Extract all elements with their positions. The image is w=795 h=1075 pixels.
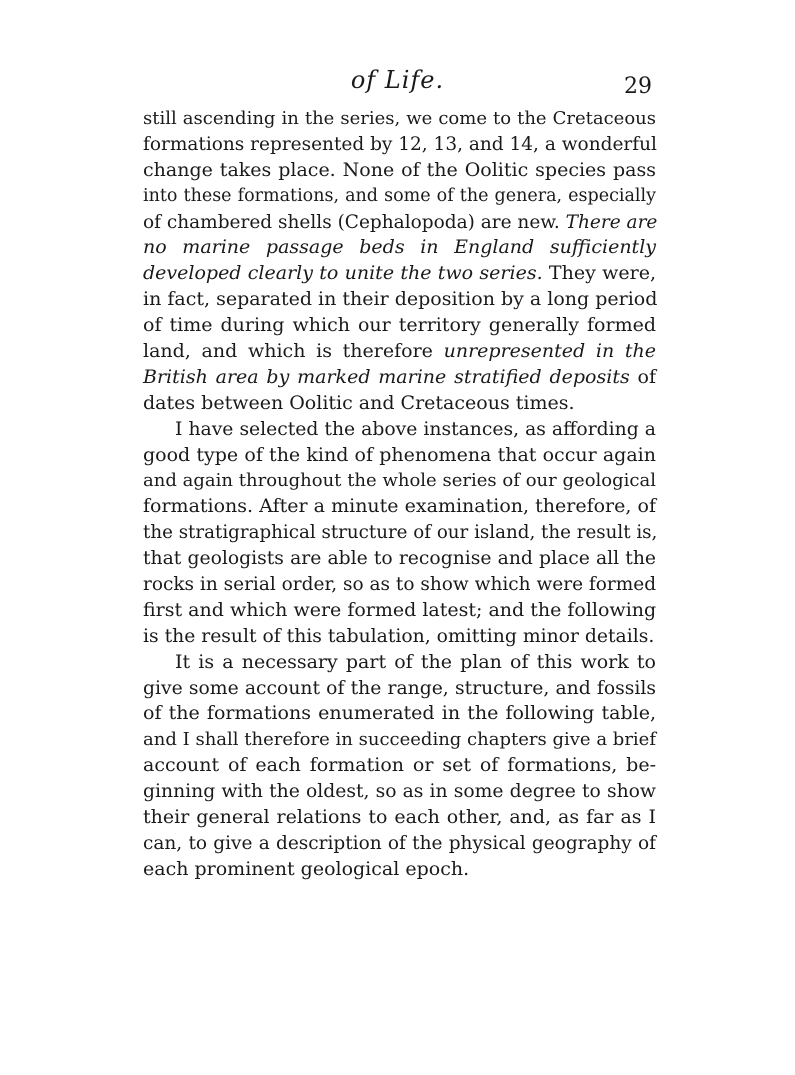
text-segment: still ascending in the series, we come to the Cretaceous — [143, 108, 656, 129]
text-line — [143, 650, 656, 676]
text-segment: rocks in serial order, so as to show which were formed — [143, 574, 657, 596]
text-segment: of chambered shells (Cephalopoda) are new. — [143, 211, 566, 233]
text-line — [143, 831, 656, 857]
text-segment: is the result of this tabulation, omitting minor details. — [143, 625, 655, 647]
italic-text-segment: British area by marked marine stratified deposits — [143, 365, 630, 388]
text-segment: of time during which our territory generally formed — [143, 314, 656, 337]
text-segment: formations. After a minute examination, therefore, of — [143, 495, 656, 518]
text-line — [143, 805, 656, 831]
text-line — [143, 365, 656, 391]
italic-text-segment: unrepresented in the — [443, 340, 657, 363]
text-segment: good type of the kind of phenomena that occur again — [143, 443, 656, 466]
text-segment: in fact, separated in their deposition by a long period — [143, 288, 658, 311]
text-segment: ginning with the oldest, so as in some degree to show — [143, 781, 656, 803]
text-segment: of — [629, 365, 657, 388]
text-line — [143, 391, 656, 417]
text-line — [143, 235, 656, 261]
paragraph — [143, 650, 656, 883]
text-line — [143, 546, 656, 572]
text-segment: It is a necessary part of the plan of this work to — [175, 650, 656, 673]
running-head: of Life. — [350, 66, 445, 94]
paragraph — [143, 106, 656, 417]
text-segment: give some account of the range, structure, and fossils — [143, 677, 656, 699]
text-line — [143, 727, 656, 753]
paragraph — [143, 417, 656, 650]
text-line — [143, 572, 656, 598]
text-line — [143, 520, 656, 546]
text-line — [143, 132, 656, 158]
text-line — [143, 598, 656, 624]
text-line — [143, 106, 656, 132]
text-line — [143, 753, 656, 779]
italic-text-segment: developed clearly to unite the two series. — [143, 262, 543, 285]
text-segment: that geologists are able to recognise and place all the — [143, 548, 656, 570]
text-segment: each prominent geological epoch. — [143, 857, 470, 880]
text-line — [143, 779, 656, 805]
text-line — [143, 313, 656, 339]
text-segment: They were, — [542, 262, 656, 285]
text-segment: their general relations to each other, and, as far as I — [143, 806, 656, 829]
text-line — [143, 210, 656, 236]
text-segment: and again throughout the whole series of our geological — [143, 470, 656, 492]
text-segment: the stratigraphical structure of our island, the result is, — [143, 522, 658, 544]
text-line — [143, 494, 656, 520]
text-segment: dates between Oolitic and Cretaceous times. — [143, 391, 575, 414]
text-segment: of the formations enumerated in the following table, — [143, 702, 656, 725]
text-line — [143, 417, 656, 443]
italic-text-segment: no marine passage beds in England sufficiently — [143, 236, 656, 259]
text-segment: formations represented by 12, 13, and 14, a wonderful — [143, 133, 657, 155]
text-line — [143, 701, 656, 727]
text-line — [143, 468, 656, 494]
text-line — [143, 857, 656, 883]
text-segment: first and which were formed latest; and the following — [143, 598, 657, 621]
text-line — [143, 443, 656, 469]
text-segment: change takes place. None of the Oolitic species pass — [143, 158, 656, 181]
text-line — [143, 261, 656, 287]
text-line — [143, 624, 656, 650]
italic-text-segment: There are — [565, 211, 658, 233]
text-segment: and I shall therefore in succeeding chapters give a brief — [143, 729, 656, 751]
page-number: 29 — [624, 74, 652, 99]
text-line — [143, 287, 656, 313]
text-segment: can, to give a description of the physical geography of — [143, 832, 656, 854]
text-line — [143, 184, 656, 210]
text-line — [143, 158, 656, 184]
text-segment: land, and which is therefore — [143, 340, 444, 363]
text-segment: I have selected the above instances, as affording a — [175, 418, 656, 440]
text-segment: account of each formation or set of formations, be- — [143, 754, 656, 777]
text-segment: into these formations, and some of the genera, especially — [143, 185, 656, 206]
body-text — [143, 106, 656, 883]
text-line — [143, 676, 656, 702]
text-line — [143, 339, 656, 365]
